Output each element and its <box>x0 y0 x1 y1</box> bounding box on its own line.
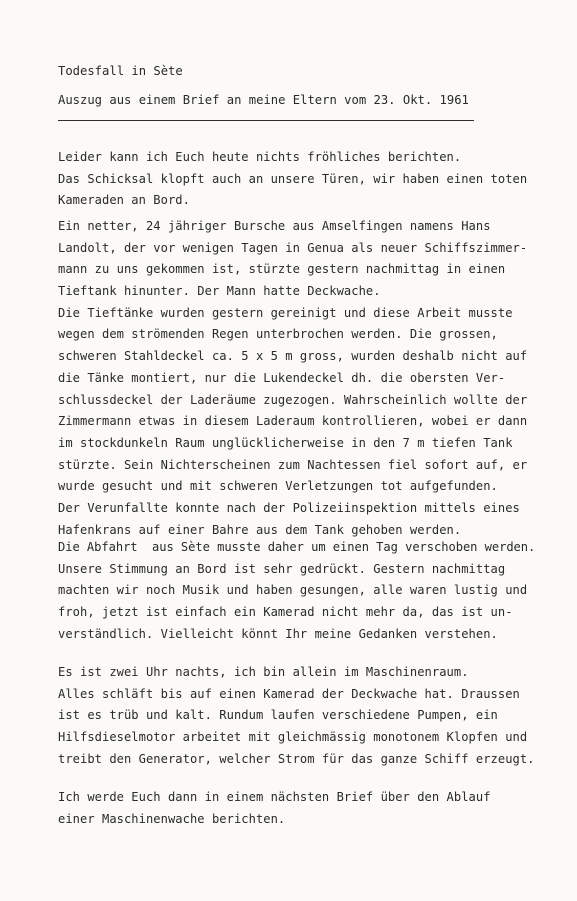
text-line: ist es trüb und kalt. Rundum laufen verschiedene Pumpen, ein <box>58 708 498 723</box>
text-line: verständlich. Vielleicht könnt Ihr meine Gedanken verstehen. <box>58 626 498 641</box>
text-line: Der Verunfallte konnte nach der Polizeiinspektion mittels eines <box>58 500 520 515</box>
text-line: Die Tieftänke wurden gestern gereinigt und diese Arbeit musste <box>58 305 513 320</box>
text-line: Ein netter, 24 jähriger Bursche aus Amselfingen namens Hans <box>58 219 491 233</box>
text-line: Ich werde Euch dann in einem nächsten Brief über den Ablauf <box>58 790 491 804</box>
text-line: Alles schläft bis auf einen Kamerad der Deckwache hat. Draussen <box>58 686 520 701</box>
paragraph-departure <box>58 537 535 645</box>
text-line: Es ist zwei Uhr nachts, ich bin allein im Maschinenraum. <box>58 665 469 679</box>
text-line: Tieftank hinunter. Der Mann hatte Deckwache. <box>58 284 381 299</box>
text-line: im stockdunkeln Raum unglücklicherweise in den 7 m tiefen Tank <box>58 435 513 450</box>
text-line: froh, jetzt ist einfach ein Kamerad nicht mehr da, das ist un- <box>58 605 513 620</box>
text-line: mann zu uns gekommen ist, stürzte gestern nachmittag in einen <box>58 262 506 277</box>
text-line: Leider kann ich Euch heute nichts fröhliches berichten. <box>58 150 462 164</box>
text-line: Landolt, der vor wenigen Tagen in Genua als neuer Schiffszimmer- <box>58 240 528 255</box>
text-line: Hafenkrans auf einer Bahre aus dem Tank gehoben werden. <box>58 522 462 537</box>
text-line: Die Abfahrt aus Sète musste daher um einen Tag verschoben werden. <box>58 540 536 554</box>
text-line: wurde gesucht und mit schweren Verletzungen tot aufgefunden. <box>58 479 498 494</box>
text-line: Das Schicksal klopft auch an unsere Türen, wir haben einen toten <box>58 171 528 186</box>
text-line: die Tänke montiert, nur die Lukendeckel dh. die obersten Ver- <box>58 370 506 385</box>
text-line: einer Maschinenwache berichten. <box>58 811 286 826</box>
title-divider <box>58 120 474 121</box>
paragraph-accident <box>58 216 527 541</box>
text-line: treibt den Generator, welcher Strom für das ganze Schiff erzeugt. <box>58 751 535 766</box>
text-line: Hilfsdieselmotor arbeitet mit gleichmässig monotonem Klopfen und <box>58 730 528 745</box>
document-title: Todesfall in Sète <box>58 64 183 78</box>
text-line: stürzte. Sein Nichterscheinen zum Nachtessen fiel sofort auf, er <box>58 457 528 472</box>
text-line: wegen dem strömenden Regen unterbrochen werden. Die grossen, <box>58 327 498 342</box>
text-line: Zimmermann etwas in diesem Laderaum kontrollieren, wobei er dann <box>58 414 528 429</box>
text-line: machten wir noch Musik und haben gesungen, alle waren lustig und <box>58 583 528 598</box>
text-line: schweren Stahldeckel ca. 5 x 5 m gross, wurden deshalb nicht auf <box>58 349 528 364</box>
paragraph-intro <box>58 147 527 212</box>
paragraph-engine-room <box>58 662 535 770</box>
text-line: Unsere Stimmung an Bord ist sehr gedrückt. Gestern nachmittag <box>58 561 506 576</box>
paragraph-closing <box>58 787 491 830</box>
document-subtitle: Auszug aus einem Brief an meine Eltern vom 23. Okt. 1961 <box>58 93 469 107</box>
text-line: schlussdeckel der Laderäume zugezogen. Wahrscheinlich wollte der <box>58 392 528 407</box>
text-line: Kameraden an Bord. <box>58 193 190 208</box>
